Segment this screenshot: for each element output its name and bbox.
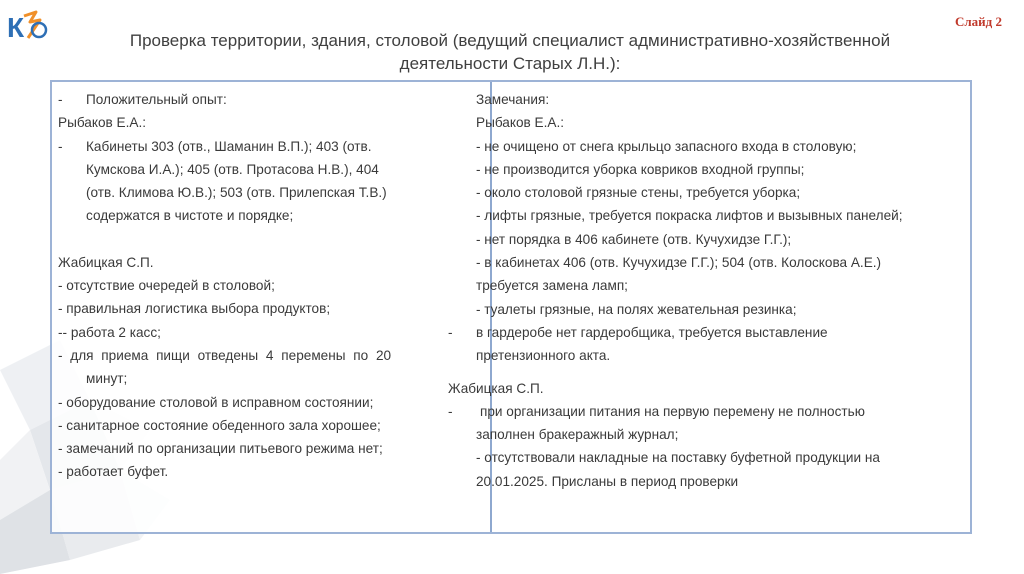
- person-name: Жабицкая С.П.: [58, 254, 154, 270]
- remarks-column: [448, 88, 948, 493]
- person-name: Жабицкая С.П.: [448, 380, 544, 396]
- title-line-2: деятельности Старых Л.Н.):: [399, 54, 621, 73]
- svg-text:К: К: [7, 12, 25, 43]
- remarks-heading: Замечания:: [476, 92, 550, 107]
- list-item: - около столовой грязные стены, требуется уборка;: [476, 185, 801, 201]
- positive-heading: Положительный опыт:: [86, 92, 227, 107]
- list-item: - правильная логистика выбора продуктов;: [58, 301, 331, 317]
- list-item: - в гардеробе нет гардеробщика, требуется выставление претензионного акта.: [448, 324, 828, 364]
- list-item: минут;: [86, 371, 128, 387]
- list-item: - Положительный опыт:: [58, 88, 436, 111]
- list-item: - в кабинетах 406 (отв. Кучухидзе Г.Г.); 504 (отв. Колоскова А.Е.): [476, 255, 882, 271]
- list-item: - не производится уборка ковриков входной группы;: [476, 161, 805, 177]
- list-item: - Кабинеты 303 (отв., Шаманин В.П.); 403 (отв. Кумскова И.А.); 405 (отв. Протасова Н.В.), 404 (отв. Климова Ю.В.); 503 (отв. Прилепская Т.В.) содержатся в чистоте и порядке;: [58, 138, 387, 224]
- list-item: - оборудование столовой в исправном состоянии;: [58, 394, 374, 410]
- list-item: -- работа 2 касс;: [58, 324, 161, 340]
- list-item: - отсутствовали накладные на поставку буфетной продукции на: [476, 450, 880, 466]
- list-item: - замечаний по организации питьевого режима нет;: [58, 441, 383, 457]
- list-item: - при организации питания на первую перемену не полностью заполнен бракеражный журнал;: [448, 403, 865, 443]
- content-table: [50, 80, 972, 534]
- list-item: 20.01.2025. Присланы в период проверки: [476, 473, 739, 489]
- page-title: [90, 29, 930, 75]
- list-item: - лифты грязные, требуется покраска лифтов и вызывных панелей;: [476, 208, 903, 224]
- list-item: - работает буфет.: [58, 464, 169, 480]
- list-item: - отсутствие очередей в столовой;: [58, 278, 275, 294]
- list-item: - туалеты грязные, на полях жевательная резинка;: [476, 301, 797, 317]
- list-item: - санитарное состояние обеденного зала хорошее;: [58, 417, 381, 433]
- list-item: - нет порядка в 406 кабинете (отв. Кучухидзе Г.Г.);: [476, 231, 792, 247]
- slide-number: Слайд 2: [955, 14, 1002, 29]
- list-item: - не очищено от снега крыльцо запасного входа в столовую;: [476, 138, 857, 154]
- person-name: Рыбаков Е.А.:: [58, 115, 146, 131]
- person-name: Рыбаков Е.А.:: [476, 115, 564, 131]
- positive-column: [58, 88, 436, 484]
- list-item: - для приема пищи отведены 4 перемены по 20: [58, 347, 392, 363]
- title-line-1: Проверка территории, здания, столовой (ведущий специалист административно-хозяйственной: [129, 31, 891, 50]
- list-item: требуется замена ламп;: [476, 278, 628, 294]
- logo-icon: [6, 8, 50, 44]
